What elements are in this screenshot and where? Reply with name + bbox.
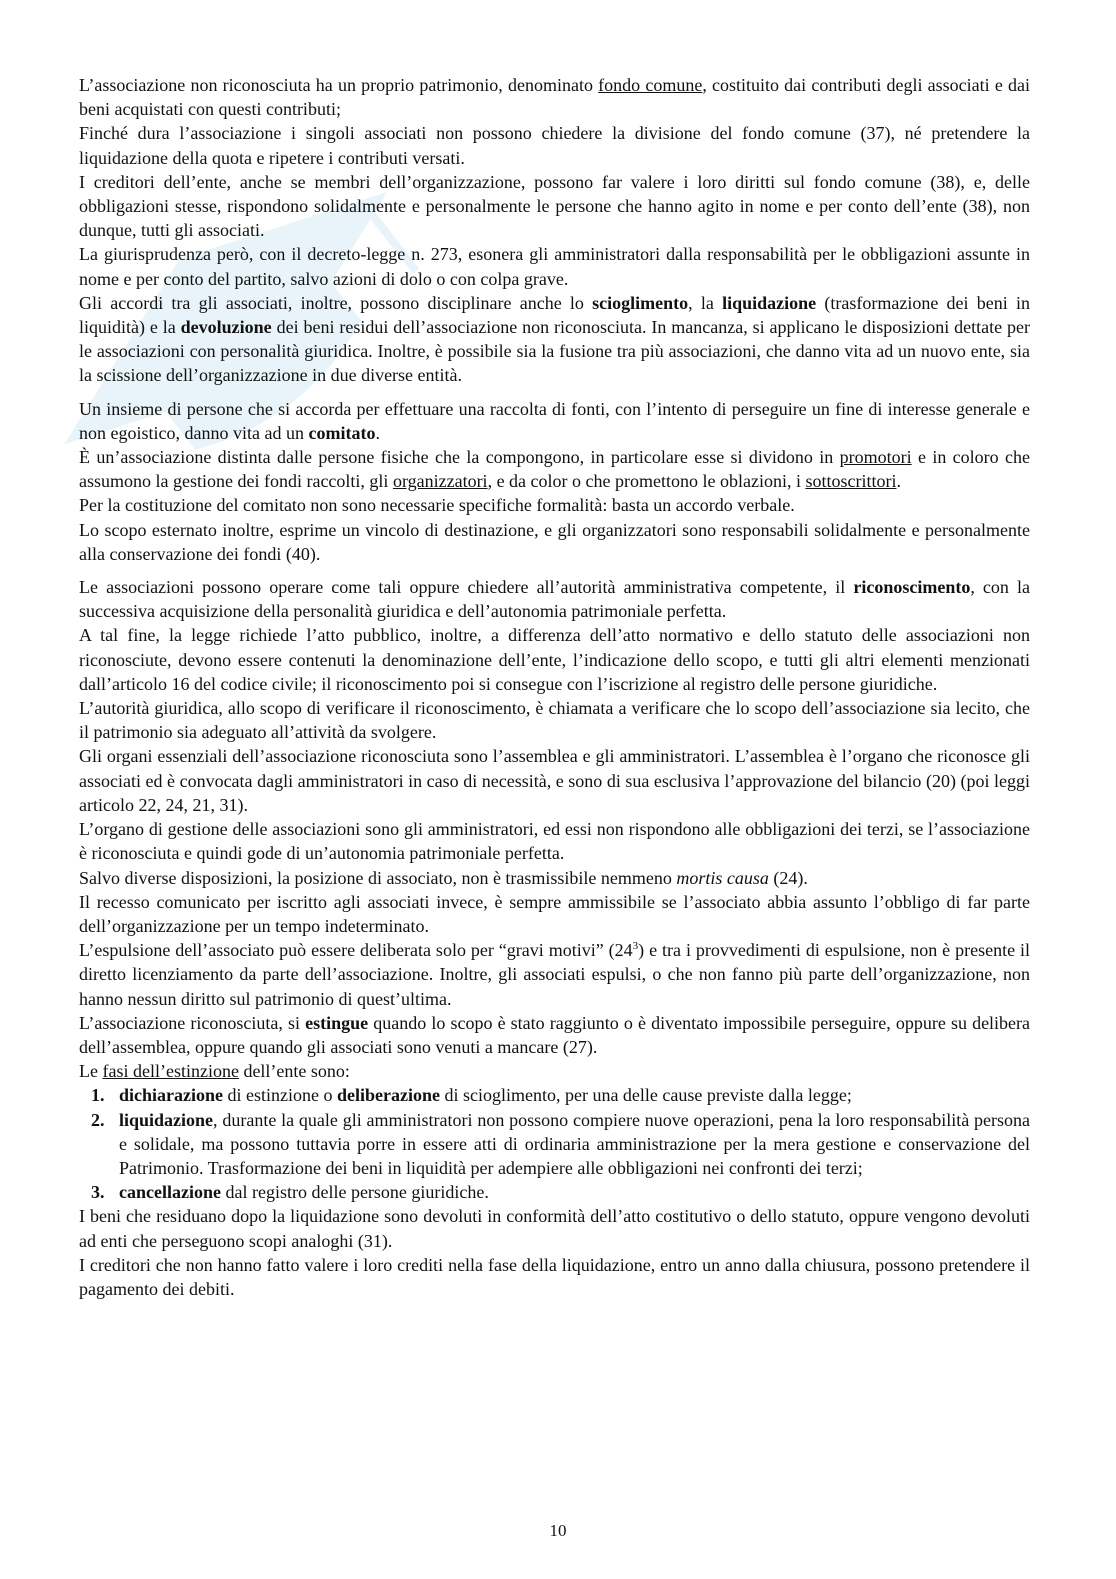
paragraph-creditori: I creditori dell’ente, anche se membri dell’organizzazione, possono far valere i loro diritti sul fondo comune (38), e, delle obbligazioni stesse, rispondono solidalmente e personalmente le persone che hanno agito in nome e per conto dell’ente (38), non dunque, tutti gli associati. [79, 171, 1030, 241]
paragraph-fondo-comune: L’associazione non riconosciuta ha un proprio patrimonio, denominato fondo comune, costituito dai contributi degli associati e dai beni acquistati con questi contributi; [79, 75, 1030, 120]
paragraph-atto-pubblico: A tal fine, la legge richiede l’atto pubblico, inoltre, a differenza dell’atto normativo e dello statuto delle associazioni non riconosciute, devono essere contenuti la denominazione dell’ente, l’indicazione dello scopo, e tutti gli altri elementi menzionati dall’articolo 16 del codice civile; il riconoscimento poi si consegue con l’iscrizione al registro delle persone giuridiche. [79, 625, 1030, 694]
paragraph-recesso: Il recesso comunicato per iscritto agli associati invece, è sempre ammissibile se l’associato abbia assunto l’obbligo di far parte dell’organizzazione per un tempo indeterminato. [79, 891, 1030, 936]
list-item: 1. dichiarazione di estinzione o deliberazione di scioglimento, per una delle cause previste dalla legge; [91, 1085, 852, 1106]
paragraph-estinzione: L’associazione riconosciuta, si estingue quando lo scopo è stato raggiunto o è diventato impossibile perseguire, oppure su delibera dell’assemblea, oppure quando gli associati sono venuti a mancare (27). [79, 1012, 1031, 1057]
paragraph-comitato: Un insieme di persone che si accorda per effettuare una raccolta di fonti, con l’intento di perseguire un fine di interesse generale e non egoistico, danno vita ad un comitato. [79, 398, 1030, 443]
paragraph-creditori-finali: I creditori che non hanno fatto valere i loro crediti nella fase della liquidazione, entro un anno dalla chiusura, possono pretendere il pagamento dei debiti. [79, 1254, 1030, 1299]
paragraph-organi: Gli organi essenziali dell’associazione riconosciuta sono l’assemblea e gli amministratori. L’assemblea è l’organo che riconosce gli associati ed è convocata dagli amministratori in caso di necessità, e sono di sua esclusiva l’approvazione del bilancio (20) (poi leggi articolo 22, 24, 21, 31). [79, 746, 1030, 815]
paragraph-autorita: L’autorità giuridica, allo scopo di verificare il riconoscimento, è chiamata a verificare che lo scopo dell’associazione sia lecito, che il patrimonio sia adeguato all’attività da svolgere. [79, 698, 1030, 743]
paragraph-devoluzione: I beni che residuano dopo la liquidazione sono devoluti in conformità dell’atto costitutivo o dello statuto, oppure vengono devoluti ad enti che perseguono scopi analoghi (31). [79, 1206, 1030, 1251]
page-number: 10 [549, 1521, 567, 1540]
phases-list [79, 1083, 1030, 1204]
paragraph-espulsione: L’espulsione dell’associato può essere deliberata solo per “gravi motivi” $(24^3)$ e tra i provvedimenti di espulsione, non è presente il diretto licenziamento da parte dell’associazione. Inoltre, gli associati espulsi, o che non fanno più parte dell’organizzazione, non hanno nessun diritto sul patrimonio di quest’ultima. [79, 940, 1030, 1009]
paragraph-costituzione: Per la costituzione del comitato non sono necessarie specifiche formalità: basta un accordo verbale. [79, 495, 795, 516]
paragraph-trasmissibilita: Salvo diverse disposizioni, la posizione di associato, non è trasmissibile nemmeno mortis causa (24). [79, 867, 808, 888]
document-body [79, 73, 1030, 1301]
paragraph-divisione: Finché dura l’associazione i singoli associati non possono chiedere la divisione del fondo comune (37), né pretendere la liquidazione della quota e ripetere i contributi versati. [79, 123, 1030, 168]
term-fondo-comune: fondo comune [598, 75, 703, 95]
list-item: 3. cancellazione dal registro delle persone giuridiche. [91, 1182, 489, 1203]
paragraph-accordi: Gli accordi tra gli associati, inoltre, possono disciplinare anche lo scioglimento, la liquidazione (trasformazione dei beni in liquidità) e la devoluzione dei beni residui dell’associazione non riconosciuta. In mancanza, si applicano le disposizioni dettate per le associazioni con personalità giuridica. Inoltre, è possibile sia la fusione tra più associazioni, che danno vita ad un nuovo ente, sia la scissione dell’organizzazione in due diverse entità. [79, 292, 1031, 386]
paragraph-amministratori: L’organo di gestione delle associazioni sono gli amministratori, ed essi non rispondono alle obbligazioni dei terzi, se l’associazione è riconosciuta e quindi gode di un’autonomia patrimoniale perfetta. [79, 819, 1030, 864]
paragraph-comitato-membri: È un’associazione distinta dalle persone fisiche che la compongono, in particolare esse si dividono in promotori e in coloro che assumono la gestione dei fondi raccolti, gli organizzatori, e da color o che promettono le oblazioni, i sottoscrittori. [79, 447, 1031, 492]
paragraph-scopo: Lo scopo esternato inoltre, esprime un vincolo di destinazione, e gli organizzatori sono responsabili solidalmente e personalmente alla conservazione dei fondi (40). [79, 519, 1030, 564]
paragraph-riconoscimento: Le associazioni possono operare come tali oppure chiedere all’autorità amministrativa competente, il riconoscimento, con la successiva acquisizione della personalità giuridica e dell’autonomia patrimoniale perfetta. [79, 577, 1030, 622]
paragraph-fasi: Le fasi dell’estinzione dell’ente sono: [79, 1061, 350, 1082]
list-item: 2. liquidazione, durante la quale gli amministratori non possono compiere nuove operazioni, pena la loro responsabilità persona e solidale, ma possono tuttavia porre in essere atti di ordinaria amministrazione per la mera gestione e conservazione del Patrimonio. Trasformazione dei beni in liquidità per adempiere alle obbligazioni nei confronti dei terzi; [91, 1109, 1030, 1178]
paragraph-giurisprudenza: La giurisprudenza però, con il decreto-legge n. 273, esonera gli amministratori dalla responsabilità per le obbligazioni assunte in nome e per conto del partito, salvo azioni di dolo o con colpa grave. [79, 244, 1030, 289]
